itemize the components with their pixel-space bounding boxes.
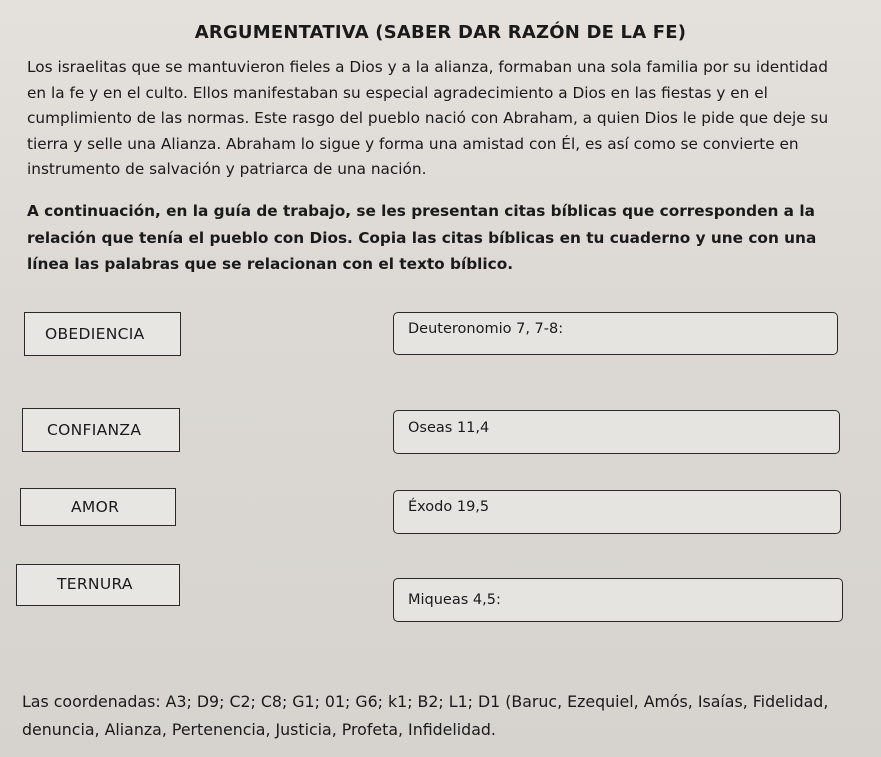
citation-box-miqueas xyxy=(393,578,843,622)
instructions-paragraph: A continuación, en la guía de trabajo, se les presentan citas bíblicas que corresponden a la relación que tenía el pueblo con Dios. Copia las citas bíblicas en tu cuaderno y une con una línea las palabras que se relacionan con el texto bíblico. xyxy=(27,202,817,273)
citation-box-oseas xyxy=(393,410,840,454)
word-label: TERNURA xyxy=(57,575,133,593)
citation-label: Oseas 11,4 xyxy=(408,420,490,436)
word-box-ternura xyxy=(16,564,180,606)
intro-paragraph: Los israelitas que se mantuvieron fieles a Dios y a la alianza, formaban una sola familia por su identidad en la fe y en el culto. Ellos manifestaban su especial agradecimiento a Dios en las fiestas y en el cumplimiento de las normas. Este rasgo del pueblo nació con Abraham, a quien Dios le pide que deje su tierra y selle una Alianza. Abraham lo sigue y forma una amistad con Él, es así como se convierte en instrumento de salvación y patriarca de una nación. xyxy=(27,58,829,178)
word-box-obediencia xyxy=(24,312,181,356)
citation-label: Deuteronomio 7, 7-8: xyxy=(408,321,564,337)
word-box-amor xyxy=(20,488,176,526)
footer-coordinates: Las coordenadas: A3; D9; C2; C8; G1; 01; G6; k1; B2; L1; D1 (Baruc, Ezequiel, Amós, Isaías, Fidelidad, denuncia, Alianza, Pertenencia, Justicia, Profeta, Infidelidad. xyxy=(22,692,829,739)
word-box-confianza xyxy=(22,408,180,452)
word-label: AMOR xyxy=(71,498,120,516)
page-title: ARGUMENTATIVA (SABER DAR RAZÓN DE LA FE) xyxy=(194,22,687,43)
citation-label: Miqueas 4,5: xyxy=(408,592,501,608)
citation-label: Éxodo 19,5 xyxy=(408,499,490,515)
citation-box-deuteronomio xyxy=(393,312,838,355)
word-label: CONFIANZA xyxy=(47,421,142,439)
citation-box-exodo xyxy=(393,490,841,534)
word-label: OBEDIENCIA xyxy=(45,325,145,343)
